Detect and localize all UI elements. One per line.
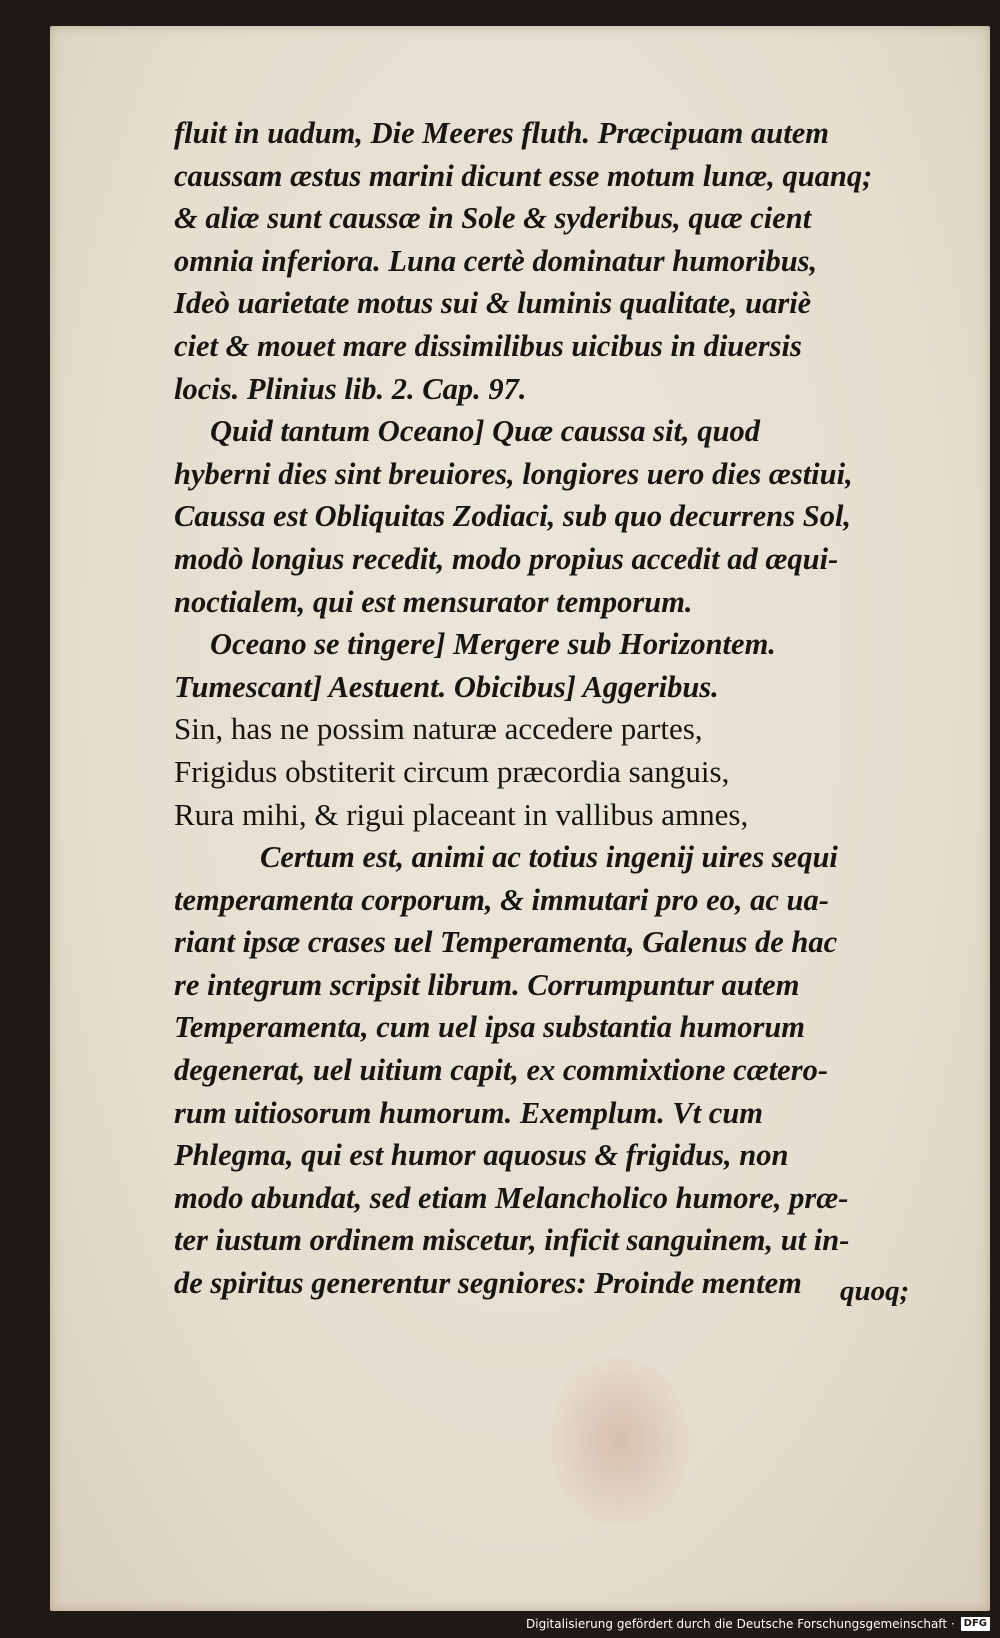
text-line bbox=[174, 112, 934, 155]
text-line-content: Quid tantum Oceano] Quæ caussa sit, quod bbox=[210, 414, 760, 449]
dfg-logo: DFG bbox=[961, 1617, 990, 1631]
text-line bbox=[174, 964, 934, 1007]
text-line-content: Rura mihi, & rigui placeant in vallibus amnes, bbox=[174, 796, 749, 832]
text-line bbox=[174, 708, 934, 751]
text-line-content: modo abundat, sed etiam Melancholico humore, præ- bbox=[174, 1180, 849, 1215]
text-line-content: Certum est, animi ac totius ingenij uires sequi bbox=[260, 840, 838, 875]
page-stain bbox=[550, 1356, 690, 1526]
text-line bbox=[174, 836, 934, 879]
text-line-content: re integrum scripsit librum. Corrumpuntur autem bbox=[174, 967, 800, 1002]
text-line-content: Sin, has ne possim naturæ accedere partes, bbox=[174, 711, 703, 747]
text-line bbox=[174, 1262, 934, 1305]
text-line bbox=[174, 879, 934, 922]
text-line bbox=[174, 666, 934, 709]
digitization-footer bbox=[526, 1614, 990, 1634]
text-line bbox=[174, 1134, 934, 1177]
text-line bbox=[174, 794, 934, 837]
text-line-content: Ideò uarietate motus sui & luminis qualitate, uariè bbox=[174, 286, 812, 321]
text-line-content: degenerat, uel uitium capit, ex commixtione cætero- bbox=[174, 1053, 828, 1088]
text-line bbox=[174, 155, 934, 198]
text-line bbox=[174, 1006, 934, 1049]
text-line-content: caussam æstus marini dicunt esse motum lunæ, quanq; bbox=[174, 158, 873, 193]
text-line-content: & aliæ sunt caussæ in Sole & syderibus, quæ cient bbox=[174, 201, 812, 236]
text-line-content: locis. Plinius lib. 2. Cap. 97. bbox=[174, 371, 527, 406]
text-line bbox=[174, 1049, 934, 1092]
text-line-content: Tumescant] Aestuent. Obicibus] Aggeribus. bbox=[174, 669, 719, 704]
text-line-content: Oceano se tingere] Mergere sub Horizontem. bbox=[210, 627, 776, 662]
footer-credit: Digitalisierung gefördert durch die Deutsche Forschungsgemeinschaft · bbox=[526, 1617, 955, 1631]
text-line-content: Frigidus obstiterit circum præcordia sanguis, bbox=[174, 753, 730, 789]
text-line bbox=[174, 1092, 934, 1135]
text-line bbox=[174, 197, 934, 240]
text-line bbox=[174, 240, 934, 283]
text-line bbox=[174, 325, 934, 368]
text-line bbox=[174, 623, 934, 666]
page-text-block bbox=[174, 112, 934, 1305]
catchword: quoq; bbox=[840, 1275, 910, 1307]
text-line bbox=[174, 453, 934, 496]
text-line-content: temperamenta corporum, & immutari pro eo, ac ua- bbox=[174, 882, 829, 917]
text-line bbox=[174, 1177, 934, 1220]
text-line-content: modò longius recedit, modo propius accedit ad æqui- bbox=[174, 541, 839, 576]
text-line-content: omnia inferiora. Luna certè dominatur humoribus, bbox=[174, 243, 818, 278]
text-line-content: riant ipsæ crases uel Temperamenta, Galenus de hac bbox=[174, 925, 838, 960]
text-line bbox=[174, 538, 934, 581]
text-line bbox=[174, 410, 934, 453]
text-line-content: ciet & mouet mare dissimilibus uicibus in diuersis bbox=[174, 328, 802, 363]
text-line bbox=[174, 751, 934, 794]
text-line-content: Phlegma, qui est humor aquosus & frigidus, non bbox=[174, 1138, 789, 1173]
text-line-content: rum uitiosorum humorum. Exemplum. Vt cum bbox=[174, 1095, 764, 1130]
text-line bbox=[174, 495, 934, 538]
text-line-content: hyberni dies sint breuiores, longiores uero dies æstiui, bbox=[174, 456, 853, 491]
text-line bbox=[174, 368, 934, 411]
text-line-content: de spiritus generentur segniores: Proinde mentem bbox=[174, 1266, 802, 1301]
text-line bbox=[174, 921, 934, 964]
text-line bbox=[174, 1219, 934, 1262]
text-line-content: ter iustum ordinem miscetur, inficit sanguinem, ut in- bbox=[174, 1223, 850, 1258]
text-line-content: noctialem, qui est mensurator temporum. bbox=[174, 584, 693, 619]
text-line bbox=[174, 282, 934, 325]
text-line-content: Temperamenta, cum uel ipsa substantia humorum bbox=[174, 1010, 806, 1045]
text-line-content: fluit in uadum, Die Meeres fluth. Præcipuam autem bbox=[174, 116, 829, 150]
text-line bbox=[174, 581, 934, 624]
text-line-content: Caussa est Obliquitas Zodiaci, sub quo decurrens Sol, bbox=[174, 499, 852, 534]
